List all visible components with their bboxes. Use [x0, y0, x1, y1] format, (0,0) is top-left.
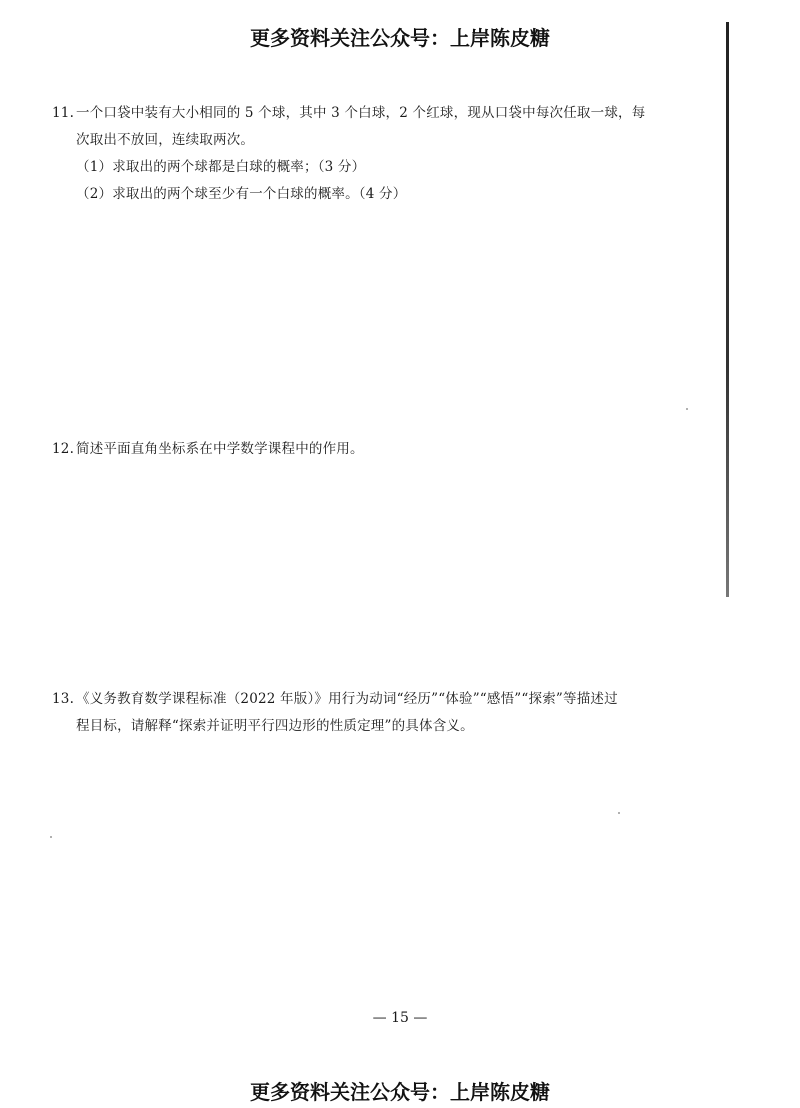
scan-speck: [50, 836, 52, 838]
question-12-text-1: 简述平面直角坐标系在中学数学课程中的作用。: [76, 441, 364, 457]
question-12: [52, 436, 692, 463]
question-13-text-1: 《义务教育数学课程标准（2022 年版）》用行为动词“经历”“体验”“感悟”“探索”等描述过: [76, 691, 618, 707]
question-13: [52, 686, 692, 740]
question-11-sub-2: （2）求取出的两个球至少有一个白球的概率。（4 分）: [76, 186, 407, 202]
question-13-line-1: [52, 686, 692, 713]
page-number: — 15 —: [372, 1010, 428, 1026]
scan-speck: [686, 408, 688, 410]
question-11-sub-1: （1）求取出的两个球都是白球的概率；（3 分）: [76, 159, 366, 175]
question-11-line-2: 次取出不放回，连续取两次。: [76, 132, 255, 148]
question-11: [52, 100, 692, 208]
question-13-line-2: 程目标，请解释“探索并证明平行四边形的性质定理”的具体含义。: [76, 718, 474, 734]
question-11-text-1: 一个口袋中装有大小相同的 5 个球，其中 3 个白球，2 个红球，现从口袋中每次任取一球，每: [76, 105, 646, 121]
question-number: 11.: [52, 105, 75, 121]
question-12-line-1: [52, 436, 692, 463]
scan-edge-line: [726, 22, 729, 597]
scan-speck: [618, 812, 620, 814]
question-number: 13.: [52, 691, 75, 707]
question-number: 12.: [52, 441, 75, 457]
watermark-top: 更多资料关注公众号：上岸陈皮糖: [250, 26, 550, 50]
question-11-line-1: [52, 100, 692, 127]
watermark-bottom: 更多资料关注公众号：上岸陈皮糖: [250, 1080, 550, 1104]
